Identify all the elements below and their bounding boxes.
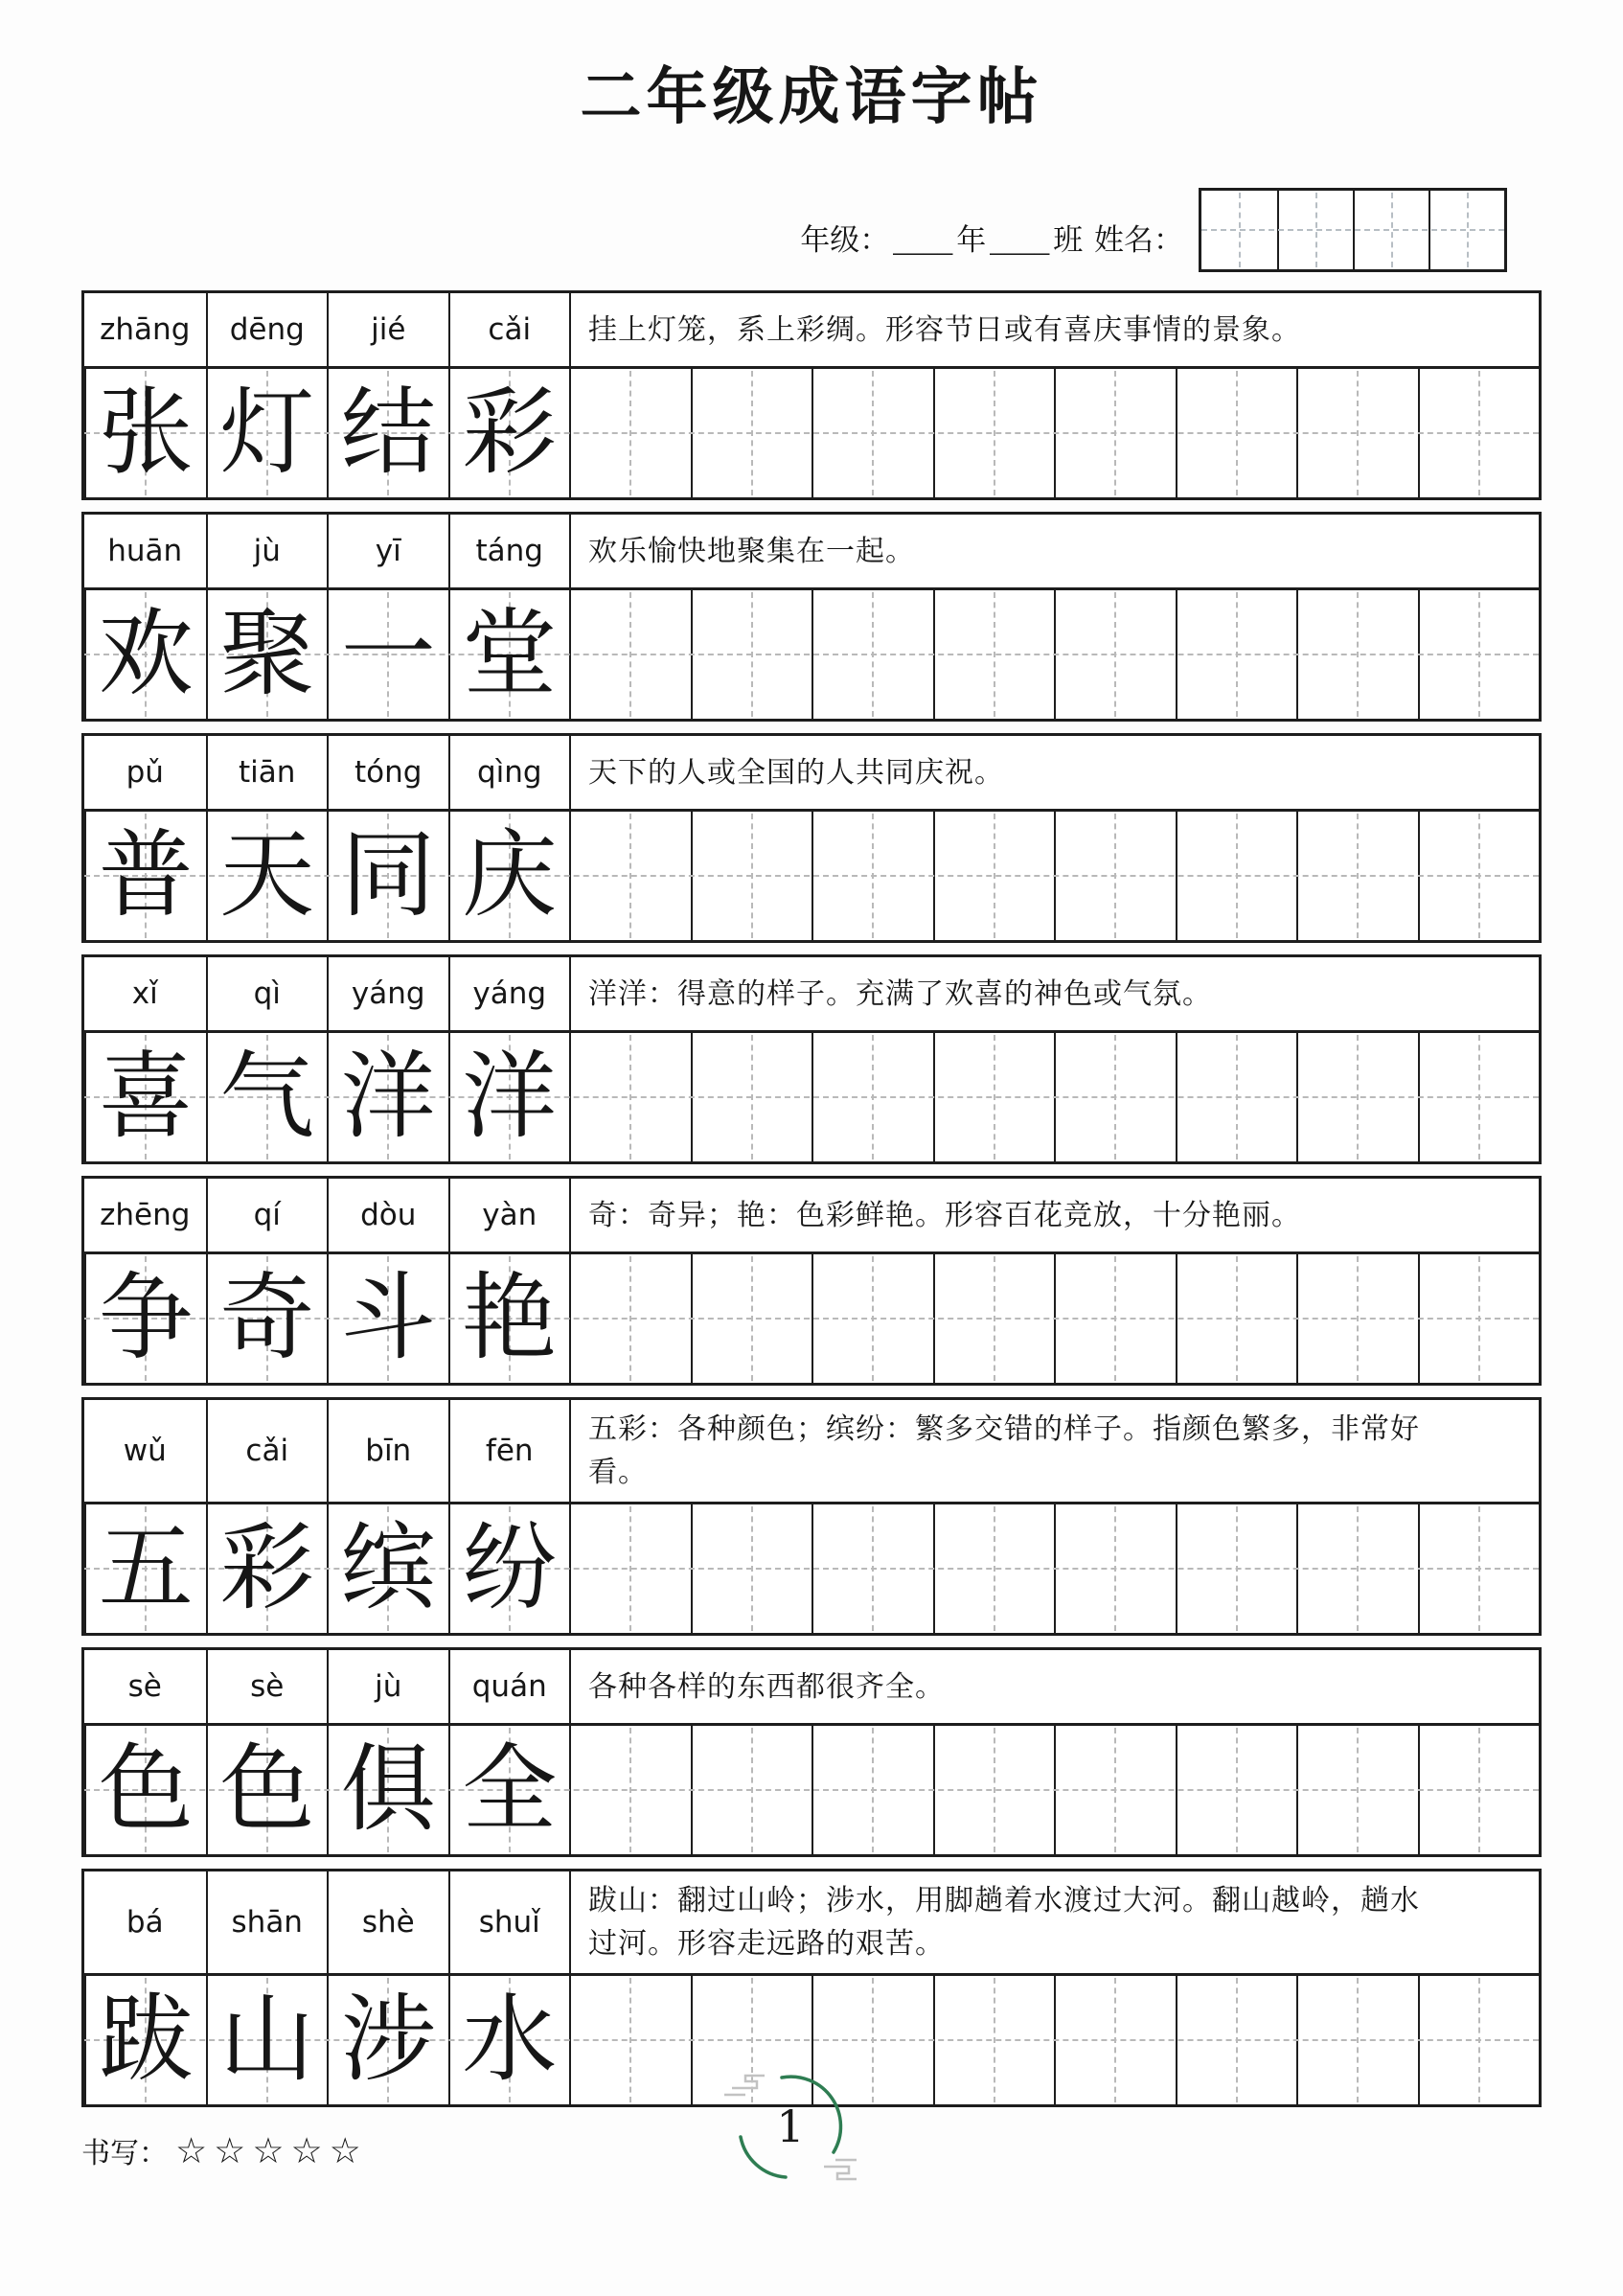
empty-practice-cell <box>691 1254 812 1383</box>
model-character-cell <box>206 1254 328 1383</box>
star-rating: ☆☆☆☆☆ <box>175 2129 368 2171</box>
idiom-blocks-area <box>81 290 1542 2119</box>
idiom-explanation: 五彩：各种颜色；缤纷：繁多交错的样子。指颜色繁多，非常好看。 <box>569 1400 1539 1502</box>
empty-practice-cell <box>1296 1726 1418 1854</box>
grade-blank-field: ____ <box>893 224 953 258</box>
model-character-cell <box>327 1504 448 1633</box>
empty-practice-cell <box>933 812 1055 940</box>
pinyin-cell: jù <box>327 1650 448 1723</box>
idiom-block <box>81 290 1542 500</box>
name-grid-cell <box>1201 191 1277 269</box>
model-character: 全 <box>462 1737 558 1843</box>
empty-practice-cell <box>1296 369 1418 497</box>
pinyin-cell: qì <box>206 957 328 1030</box>
empty-practice-cell <box>812 1504 933 1633</box>
model-character-cell <box>448 1504 570 1633</box>
empty-practice-cell <box>1296 1504 1418 1633</box>
model-character-cell <box>448 1033 570 1161</box>
model-character: 色 <box>219 1737 315 1843</box>
empty-practice-cell <box>933 1976 1055 2104</box>
empty-practice-cell <box>1054 1254 1176 1383</box>
idiom-explanation: 欢乐愉快地聚集在一起。 <box>569 515 1539 587</box>
model-character: 张 <box>98 380 194 486</box>
empty-practice-cell <box>1418 1033 1540 1161</box>
model-character: 欢 <box>98 602 194 707</box>
empty-practice-cell <box>1054 812 1176 940</box>
pinyin-cell: yī <box>327 515 448 587</box>
empty-practice-cell <box>812 812 933 940</box>
model-character: 奇 <box>219 1266 315 1371</box>
idiom-block <box>81 733 1542 943</box>
empty-practice-cell <box>933 369 1055 497</box>
model-character-cell <box>84 1726 206 1854</box>
model-character-cell <box>327 590 448 719</box>
model-character: 彩 <box>462 380 558 486</box>
page-title: 二年级成语字帖 <box>580 63 1043 131</box>
model-character-cell <box>206 1033 328 1161</box>
model-character-cell <box>448 1976 570 2104</box>
name-grid-cell <box>1429 191 1504 269</box>
model-character: 俱 <box>340 1737 436 1843</box>
pinyin-cell: yáng <box>448 957 570 1030</box>
model-character: 洋 <box>340 1045 436 1150</box>
model-character-cell <box>206 1504 328 1633</box>
pinyin-cell: quán <box>448 1650 570 1723</box>
practice-row <box>84 1254 1539 1383</box>
pinyin-cell: zhāng <box>100 312 191 347</box>
empty-practice-cell <box>1176 1726 1297 1854</box>
pinyin-cell: xǐ <box>131 976 158 1011</box>
pinyin-cell: sè <box>127 1669 162 1704</box>
idiom-explanation: 洋洋：得意的样子。充满了欢喜的神色或气氛。 <box>569 957 1539 1030</box>
practice-row <box>84 1726 1539 1854</box>
empty-practice-cell <box>1054 590 1176 719</box>
pinyin-cell: fēn <box>448 1400 570 1502</box>
model-character: 争 <box>98 1266 194 1371</box>
model-character-cell <box>327 1976 448 2104</box>
pinyin-row <box>84 293 1539 369</box>
model-character-cell <box>206 369 328 497</box>
pinyin-cell: bīn <box>327 1400 448 1502</box>
empty-practice-cell <box>933 1504 1055 1633</box>
pinyin-cell: táng <box>448 515 570 587</box>
pinyin-cell: dòu <box>327 1179 448 1251</box>
pinyin-cell: shuǐ <box>448 1871 570 1973</box>
empty-practice-cell <box>1418 1726 1540 1854</box>
model-character-cell <box>448 369 570 497</box>
empty-practice-cell <box>1418 1254 1540 1383</box>
empty-practice-cell <box>1418 812 1540 940</box>
practice-row <box>84 590 1539 719</box>
practice-row <box>84 812 1539 940</box>
empty-practice-cell <box>569 369 691 497</box>
model-character-cell <box>206 812 328 940</box>
model-character-cell <box>84 1504 206 1633</box>
pinyin-cell: tóng <box>327 736 448 809</box>
empty-practice-cell <box>1296 1033 1418 1161</box>
model-character-cell <box>448 812 570 940</box>
model-character: 堂 <box>462 602 558 707</box>
model-character-cell <box>84 590 206 719</box>
model-character-cell <box>448 1254 570 1383</box>
idiom-block <box>81 1176 1542 1386</box>
pinyin-cell: huān <box>107 534 183 568</box>
model-character: 彩 <box>219 1516 315 1621</box>
empty-practice-cell <box>933 1033 1055 1161</box>
model-character: 气 <box>219 1045 315 1150</box>
model-character-cell <box>327 1033 448 1161</box>
practice-row <box>84 1504 1539 1633</box>
empty-practice-cell <box>691 812 812 940</box>
practice-row <box>84 1033 1539 1161</box>
model-character-cell <box>84 1033 206 1161</box>
empty-practice-cell <box>933 1254 1055 1383</box>
empty-practice-cell <box>1176 369 1297 497</box>
pinyin-cell: zhēng <box>100 1198 191 1232</box>
model-character: 涉 <box>340 1987 436 2093</box>
empty-practice-cell <box>812 1033 933 1161</box>
empty-practice-cell <box>812 1254 933 1383</box>
model-character-cell <box>84 1254 206 1383</box>
empty-practice-cell <box>1176 590 1297 719</box>
model-character-cell <box>327 812 448 940</box>
name-grid-cell <box>1353 191 1429 269</box>
empty-practice-cell <box>569 812 691 940</box>
empty-practice-cell <box>569 1254 691 1383</box>
class-blank-field: ____ <box>990 224 1050 258</box>
grade-name-line <box>798 192 1507 272</box>
pinyin-row <box>84 515 1539 590</box>
pinyin-cell: qí <box>206 1179 328 1251</box>
model-character-cell <box>327 1254 448 1383</box>
empty-practice-cell <box>1054 1504 1176 1633</box>
model-character-cell <box>448 1726 570 1854</box>
empty-practice-cell <box>1296 812 1418 940</box>
model-character-cell <box>206 1976 328 2104</box>
empty-practice-cell <box>812 1726 933 1854</box>
model-character: 灯 <box>219 380 315 486</box>
empty-practice-cell <box>1054 369 1176 497</box>
empty-practice-cell <box>1054 1976 1176 2104</box>
empty-practice-cell <box>812 590 933 719</box>
empty-practice-cell <box>1418 1976 1540 2104</box>
pinyin-cell: yàn <box>448 1179 570 1251</box>
empty-practice-cell <box>691 1504 812 1633</box>
model-character: 同 <box>340 823 436 929</box>
model-character: 庆 <box>462 823 558 929</box>
empty-practice-cell <box>569 1726 691 1854</box>
empty-practice-cell <box>569 1976 691 2104</box>
pinyin-row <box>84 1179 1539 1254</box>
empty-practice-cell <box>1176 1976 1297 2104</box>
idiom-block <box>81 1647 1542 1857</box>
writing-score-line <box>81 2129 368 2171</box>
empty-practice-cell <box>1296 1254 1418 1383</box>
model-character: 斗 <box>340 1266 436 1371</box>
pinyin-cell: pǔ <box>126 755 164 790</box>
empty-practice-cell <box>1176 1033 1297 1161</box>
model-character-cell <box>84 812 206 940</box>
model-character-cell <box>206 1726 328 1854</box>
practice-row <box>84 369 1539 497</box>
empty-practice-cell <box>569 1033 691 1161</box>
empty-practice-cell <box>691 1033 812 1161</box>
model-character-cell <box>327 1726 448 1854</box>
model-character: 色 <box>98 1737 194 1843</box>
page-number: 1 <box>776 2101 805 2152</box>
model-character: 跋 <box>98 1987 194 2093</box>
empty-practice-cell <box>1296 590 1418 719</box>
pinyin-cell: wǔ <box>123 1434 167 1468</box>
empty-practice-cell <box>933 590 1055 719</box>
pinyin-cell: cǎi <box>206 1400 328 1502</box>
empty-practice-cell <box>1418 590 1540 719</box>
pinyin-cell: yáng <box>327 957 448 1030</box>
model-character-cell <box>84 1976 206 2104</box>
empty-practice-cell <box>569 590 691 719</box>
model-character: 五 <box>98 1516 194 1621</box>
empty-practice-cell <box>933 1726 1055 1854</box>
class-label: 班 <box>1053 223 1084 257</box>
idiom-block <box>81 512 1542 722</box>
model-character: 聚 <box>219 602 315 707</box>
pinyin-cell: cǎi <box>448 293 570 366</box>
idiom-explanation: 天下的人或全国的人共同庆祝。 <box>569 736 1539 809</box>
empty-practice-cell <box>691 590 812 719</box>
pinyin-cell: qìng <box>448 736 570 809</box>
empty-practice-cell <box>691 1726 812 1854</box>
empty-practice-cell <box>1176 1254 1297 1383</box>
pinyin-row <box>84 1871 1539 1976</box>
name-label: 姓名： <box>1086 223 1183 257</box>
idiom-explanation: 各种各样的东西都很齐全。 <box>569 1650 1539 1723</box>
empty-practice-cell <box>1176 1504 1297 1633</box>
year-label: 年 <box>956 223 987 257</box>
write-label: 书写： <box>81 2138 168 2170</box>
pinyin-row <box>84 957 1539 1033</box>
empty-practice-cell <box>1418 369 1540 497</box>
idiom-explanation: 挂上灯笼，系上彩绸。形容节日或有喜庆事情的景象。 <box>569 293 1539 366</box>
model-character-cell <box>206 590 328 719</box>
empty-practice-cell <box>1176 812 1297 940</box>
empty-practice-cell <box>691 369 812 497</box>
model-character: 艳 <box>462 1266 558 1371</box>
pinyin-cell: dēng <box>206 293 328 366</box>
pinyin-row <box>84 736 1539 812</box>
idiom-block <box>81 954 1542 1164</box>
name-grid-cell <box>1277 191 1353 269</box>
pinyin-row <box>84 1650 1539 1726</box>
empty-practice-cell <box>1418 1504 1540 1633</box>
idiom-explanation: 跋山：翻过山岭；涉水，用脚趟着水渡过大河。翻山越岭，趟水过河。形容走远路的艰苦。 <box>569 1871 1539 1973</box>
pinyin-cell: jié <box>327 293 448 366</box>
empty-practice-cell <box>812 369 933 497</box>
pinyin-cell: tiān <box>206 736 328 809</box>
empty-practice-cell <box>1054 1726 1176 1854</box>
model-character: 喜 <box>98 1045 194 1150</box>
empty-practice-cell <box>1054 1033 1176 1161</box>
pinyin-row <box>84 1400 1539 1504</box>
model-character: 洋 <box>462 1045 558 1150</box>
model-character: 结 <box>340 380 436 486</box>
model-character: 纷 <box>462 1516 558 1621</box>
pinyin-cell: sè <box>206 1650 328 1723</box>
pinyin-cell: bá <box>126 1905 164 1940</box>
page-number-ornament <box>717 2037 864 2216</box>
model-character: 普 <box>98 823 194 929</box>
idiom-explanation: 奇：奇异；艳：色彩鲜艳。形容百花竞放，十分艳丽。 <box>569 1179 1539 1251</box>
model-character-cell <box>327 369 448 497</box>
empty-practice-cell <box>1296 1976 1418 2104</box>
pinyin-cell: shè <box>327 1871 448 1973</box>
model-character: 山 <box>219 1987 315 2093</box>
name-writing-grid <box>1199 188 1507 272</box>
model-character: 天 <box>219 823 315 929</box>
model-character: 缤 <box>340 1516 436 1621</box>
pinyin-cell: jù <box>206 515 328 587</box>
idiom-block <box>81 1397 1542 1636</box>
grade-label: 年级： <box>800 223 890 257</box>
model-character: 水 <box>462 1987 558 2093</box>
pinyin-cell: shān <box>206 1871 328 1973</box>
empty-practice-cell <box>569 1504 691 1633</box>
model-character-cell <box>84 369 206 497</box>
model-character: 一 <box>340 602 436 707</box>
model-character-cell <box>448 590 570 719</box>
